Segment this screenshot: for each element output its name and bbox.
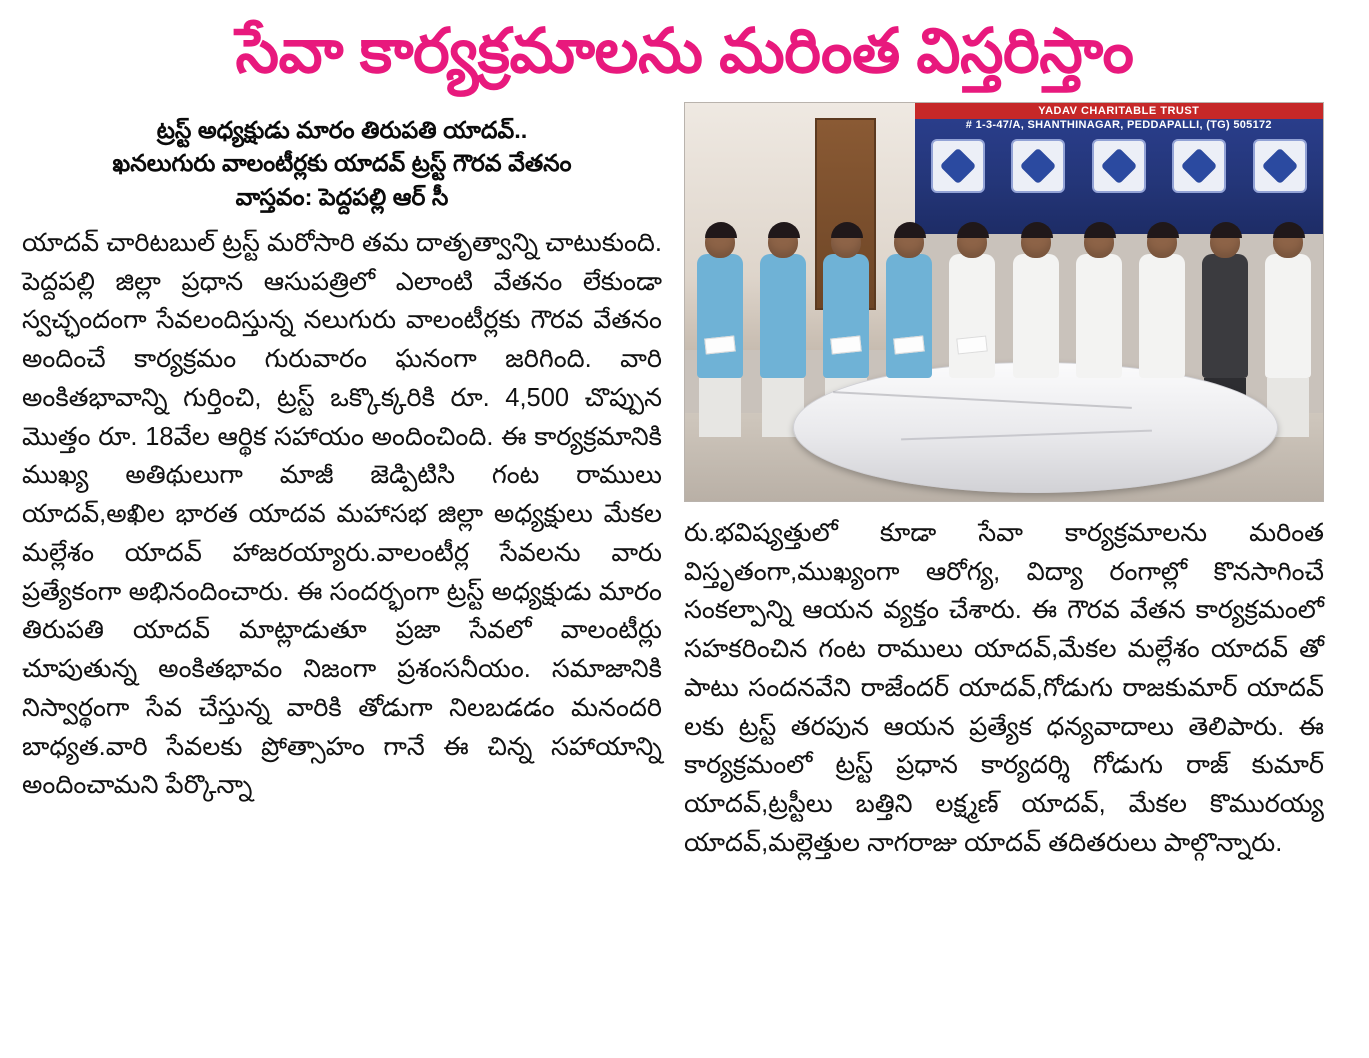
person-figure	[691, 226, 749, 437]
article-body	[22, 102, 1347, 865]
photo-table	[793, 362, 1278, 493]
person-head	[894, 226, 924, 258]
deck-line-2: ఖనలుగురు వాలంటీర్లకు యాదవ్ ట్రస్ట్ గౌరవ వేతనం	[112, 150, 572, 177]
person-torso	[1013, 254, 1059, 377]
person-head	[1084, 226, 1114, 258]
left-article-text	[22, 224, 662, 805]
person-torso	[1076, 254, 1122, 377]
person-torso	[697, 254, 743, 377]
person-torso	[1265, 254, 1311, 377]
right-column	[684, 102, 1324, 865]
cheque-paper	[831, 335, 863, 354]
person-head	[768, 226, 798, 258]
person-head	[1273, 226, 1303, 258]
person-head	[1147, 226, 1177, 258]
person-head	[831, 226, 861, 258]
article-deck	[22, 114, 662, 214]
paragraph: యాదవ్ చారిటబుల్ ట్రస్ట్ మరోసారి తమ దాతృత్వాన్ని చాటుకుంది. పెద్దపల్లి జిల్లా ప్రధాన ఆసుపత్రిలో ఎలాంటి వేతనం లేకుండా స్వచ్ఛందంగా సేవలందిస్తున్న నలుగురు వాలంటీర్లకు గౌరవ వేతనం అందించే కార్యక్రమం గురువారం ఘనంగా జరిగింది. వారి అంకితభావాన్ని గుర్తించి, ట్రస్ట్ ఒక్కొక్కరికి రూ. 4,500 చొప్పున మొత్తం రూ. 18వేల ఆర్థిక సహాయం అందించింది. ఈ కార్యక్రమానికి ముఖ్య అతిథులుగా మాజీ జెడ్పిటిసి గంట రాములు యాదవ్,అఖిల భారత యాదవ మహాసభ జిల్లా అధ్యక్షులు మేకల మల్లేశం యాదవ్ హాజరయ్యారు.వాలంటీర్ల సేవలను వారు ప్రత్యేకంగా అభినందించారు. ఈ సందర్భంగా ట్రస్ట్ అధ్యక్షుడు మారం తిరుపతి యాదవ్ మాట్లాడుతూ ప్రజా సేవలో వాలంటీర్లు చూపుతున్న అంకితభావం నిజంగా ప్రశంసనీయం. సమాజానికి నిస్వార్థంగా సేవ చేస్తున్న వారికి తోడుగా నిలబడడం మనందరి బాధ్యత.వారి సేవలకు ప్రోత్సాహం గానే ఈ చిన్న సహాయాన్ని అందించామని పేర్కొన్నా	[22, 228, 662, 800]
page-title: సేవా కార్యక్రమాలను మరింత విస్తరిస్తాం	[235, 17, 1134, 86]
person-torso	[823, 254, 869, 377]
person-head	[957, 226, 987, 258]
person-figure	[1259, 226, 1317, 437]
deck-line-1: ట్రస్ట్ అధ్యక్షుడు మారం తిరుపతి యాదవ్..	[156, 116, 528, 143]
person-torso	[886, 254, 932, 377]
person-head	[705, 226, 735, 258]
person-head	[1021, 226, 1051, 258]
cheque-paper	[704, 335, 736, 354]
cheque-paper	[894, 335, 926, 354]
person-legs	[699, 378, 741, 438]
right-article-text	[684, 514, 1324, 863]
person-torso	[1139, 254, 1185, 377]
left-column	[22, 102, 662, 807]
cheque-paper	[957, 335, 989, 354]
article-photo	[684, 102, 1324, 502]
person-figure	[754, 226, 812, 437]
person-torso	[949, 254, 995, 377]
deck-line-3: వాస్తవం: పెద్దపల్లి ఆర్ సీ	[235, 183, 449, 210]
person-head	[1210, 226, 1240, 258]
banner-address-text: # 1-3-47/A, SHANTHINAGAR, PEDDAPALLI, (TG) 505172	[965, 118, 1272, 131]
person-torso	[760, 254, 806, 377]
paragraph: రు.భవిష్యత్తులో కూడా సేవా కార్యక్రమాలను మరింత విస్తృతంగా,ముఖ్యంగా ఆరోగ్య, విద్యా రంగాల్లో కొనసాగించే సంకల్పాన్ని ఆయన వ్యక్తం చేశారు. ఈ గౌరవ వేతన కార్యక్రమంలో సహకరించిన గంట రాములు యాదవ్,మేకల మల్లేశం యాదవ్ తో పాటు సందనవేని రాజేందర్ యాదవ్,గోడుగు రాజకుమార్ యాదవ్ లకు ట్రస్ట్ తరపున ఆయన ప్రత్యేక ధన్యవాదాలు తెలిపారు. ఈ కార్యక్రమంలో ట్రస్ట్ ప్రధాన కార్యదర్శి గోడుగు రాజ్ కుమార్ యాదవ్,ట్రస్టీలు బత్తిని లక్ష్మణ్ యాదవ్, మేకల కొమురయ్య యాదవ్,మల్లెత్తుల నాగరాజు యాదవ్ తదితరులు పాల్గొన్నారు.	[684, 518, 1324, 857]
person-torso	[1202, 254, 1248, 377]
banner-title-text: YADAV CHARITABLE TRUST	[1038, 104, 1200, 117]
